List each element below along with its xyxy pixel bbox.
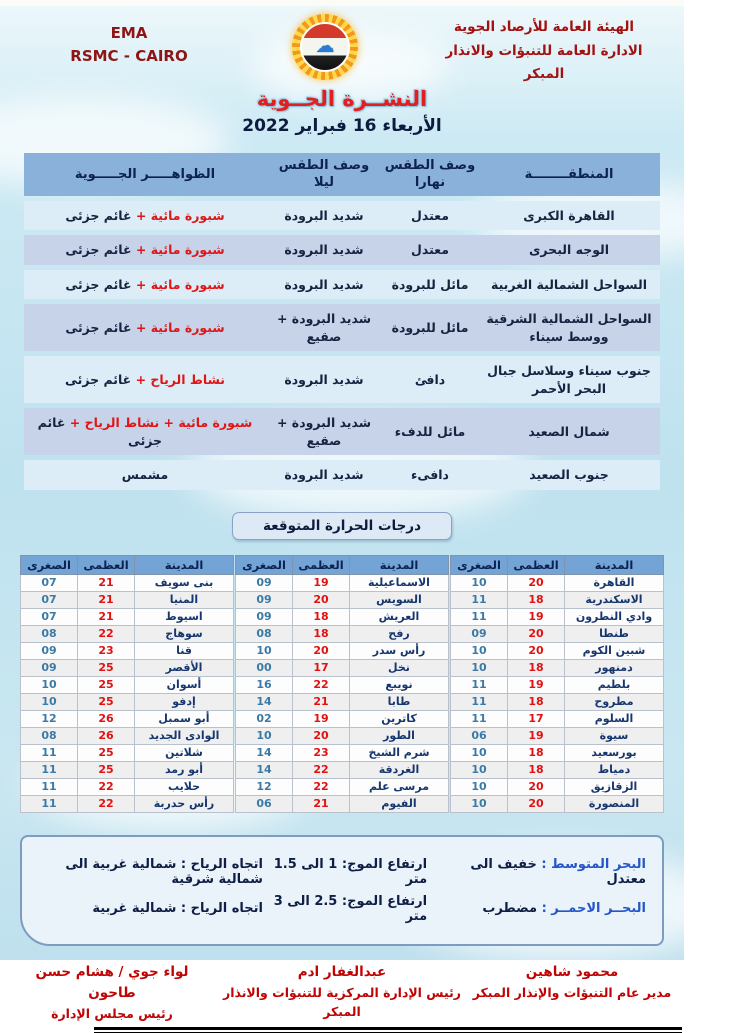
city-name: سيوة bbox=[565, 727, 664, 744]
region-cell: جنوب سيناء وسلاسل جبال البحر الأحمر bbox=[478, 356, 660, 403]
max-temp: 22 bbox=[78, 625, 135, 642]
max-temp: 25 bbox=[78, 676, 135, 693]
temp-row bbox=[451, 608, 664, 625]
min-temp: 10 bbox=[21, 693, 78, 710]
temp-row bbox=[451, 710, 664, 727]
phenomena-cell: نشاط الرياح + غائم جزئى bbox=[24, 356, 266, 403]
max-temp: 18 bbox=[508, 591, 565, 608]
city-name: طنطا bbox=[565, 625, 664, 642]
max-temp: 22 bbox=[78, 778, 135, 795]
col-max: العظمى bbox=[293, 555, 350, 574]
max-temp: 17 bbox=[293, 659, 350, 676]
forecast-table bbox=[24, 148, 660, 495]
min-temp: 11 bbox=[21, 744, 78, 761]
min-temp: 10 bbox=[451, 574, 508, 591]
sea-condition bbox=[427, 901, 646, 916]
night-weather-cell: شديد البرودة bbox=[266, 201, 382, 231]
max-temp: 26 bbox=[78, 727, 135, 744]
city-name: شلاتين bbox=[135, 744, 234, 761]
night-weather-cell: شديد البرودة bbox=[266, 356, 382, 403]
sea-state-row bbox=[38, 857, 646, 887]
max-temp: 18 bbox=[293, 608, 350, 625]
min-temp: 06 bbox=[236, 795, 293, 812]
temps-section-title: درجات الحرارة المتوقعة bbox=[232, 512, 452, 540]
max-temp: 19 bbox=[293, 710, 350, 727]
temp-row bbox=[236, 727, 449, 744]
signature-block bbox=[12, 962, 212, 1023]
max-temp: 20 bbox=[293, 591, 350, 608]
city-name: السويس bbox=[350, 591, 449, 608]
temp-header-row bbox=[451, 555, 664, 574]
temp-row bbox=[236, 761, 449, 778]
temp-header-row bbox=[21, 555, 234, 574]
cloud-icon: ☁ bbox=[315, 35, 335, 57]
masthead bbox=[0, 6, 684, 87]
min-temp: 14 bbox=[236, 744, 293, 761]
day-weather-cell: دافئ bbox=[382, 356, 478, 403]
max-temp: 25 bbox=[78, 744, 135, 761]
sea-state-row bbox=[38, 894, 646, 924]
phenomena-cell: شبورة مائية + نشاط الرياح + غائم جزئى bbox=[24, 408, 266, 455]
max-temp: 21 bbox=[78, 608, 135, 625]
temp-row bbox=[236, 710, 449, 727]
title-block bbox=[0, 87, 684, 136]
day-weather-cell: مائل للدفء bbox=[382, 408, 478, 455]
min-temp: 12 bbox=[236, 778, 293, 795]
day-weather-cell: دافىء bbox=[382, 460, 478, 490]
max-temp: 20 bbox=[508, 795, 565, 812]
max-temp: 19 bbox=[508, 608, 565, 625]
min-temp: 10 bbox=[236, 727, 293, 744]
sea-name-label: البحــر الاحمــر : bbox=[541, 901, 646, 917]
max-temp: 21 bbox=[78, 574, 135, 591]
min-temp: 06 bbox=[451, 727, 508, 744]
min-temp: 09 bbox=[236, 574, 293, 591]
phenomena-cell: شبورة مائية + غائم جزئى bbox=[24, 270, 266, 300]
city-name: الأقصر bbox=[135, 659, 234, 676]
min-temp: 11 bbox=[21, 795, 78, 812]
max-temp: 20 bbox=[293, 642, 350, 659]
min-temp: 11 bbox=[21, 778, 78, 795]
temp-table-sinai-canal bbox=[235, 555, 449, 813]
min-temp: 02 bbox=[236, 710, 293, 727]
min-temp: 14 bbox=[236, 761, 293, 778]
min-temp: 11 bbox=[451, 710, 508, 727]
temp-row bbox=[236, 642, 449, 659]
temp-row bbox=[451, 727, 664, 744]
city-name: حلايب bbox=[135, 778, 234, 795]
min-temp: 09 bbox=[236, 591, 293, 608]
day-weather-cell: معتدل bbox=[382, 201, 478, 231]
city-name: دمنهور bbox=[565, 659, 664, 676]
temp-row bbox=[236, 795, 449, 812]
city-name: أسوان bbox=[135, 676, 234, 693]
min-temp: 16 bbox=[236, 676, 293, 693]
min-temp: 11 bbox=[21, 761, 78, 778]
forecast-row bbox=[24, 304, 660, 351]
col-max: العظمى bbox=[508, 555, 565, 574]
temp-row bbox=[21, 659, 234, 676]
max-temp: 17 bbox=[508, 710, 565, 727]
min-temp: 10 bbox=[451, 795, 508, 812]
col-city: المدينة bbox=[350, 555, 449, 574]
signatory-title: رئيس الإدارة المركزية للتنبؤات والانذار المبكر bbox=[223, 984, 461, 1020]
temp-row bbox=[451, 591, 664, 608]
city-name: كاترين bbox=[350, 710, 449, 727]
signatory-name: لواء جوي / هشام حسن طاحون bbox=[35, 963, 189, 1001]
phenomena-cell: مشمس bbox=[24, 460, 266, 490]
min-temp: 10 bbox=[21, 676, 78, 693]
city-name: السلوم bbox=[565, 710, 664, 727]
forecast-header-row bbox=[24, 153, 660, 196]
min-temp: 07 bbox=[21, 608, 78, 625]
min-temp: 11 bbox=[451, 676, 508, 693]
max-temp: 20 bbox=[293, 727, 350, 744]
city-name: شرم الشيخ bbox=[350, 744, 449, 761]
temp-row bbox=[236, 659, 449, 676]
sea-condition-value: مضطرب bbox=[482, 901, 538, 917]
max-temp: 20 bbox=[508, 778, 565, 795]
temp-row bbox=[21, 778, 234, 795]
city-name: المنيا bbox=[135, 591, 234, 608]
temp-row bbox=[21, 761, 234, 778]
min-temp: 10 bbox=[451, 744, 508, 761]
temp-row bbox=[21, 676, 234, 693]
max-temp: 18 bbox=[508, 693, 565, 710]
region-cell: السواحل الشمالية الغربية bbox=[478, 270, 660, 300]
day-weather-cell: مائل للبرودة bbox=[382, 270, 478, 300]
city-name: اسيوط bbox=[135, 608, 234, 625]
max-temp: 20 bbox=[508, 625, 565, 642]
forecast-row bbox=[24, 460, 660, 490]
min-temp: 10 bbox=[451, 778, 508, 795]
bulletin-title: النشــرة الجــوية bbox=[256, 86, 428, 111]
min-temp: 12 bbox=[21, 710, 78, 727]
max-temp: 19 bbox=[293, 574, 350, 591]
temp-row bbox=[236, 778, 449, 795]
phenomena-cell: شبورة مائية + غائم جزئى bbox=[24, 304, 266, 351]
min-temp: 08 bbox=[236, 625, 293, 642]
city-name: سوهاج bbox=[135, 625, 234, 642]
min-temp: 09 bbox=[21, 642, 78, 659]
min-temp: 09 bbox=[236, 608, 293, 625]
min-temp: 08 bbox=[21, 727, 78, 744]
min-temp: 08 bbox=[21, 625, 78, 642]
col-city: المدينة bbox=[565, 555, 664, 574]
city-name: وادي النطرون bbox=[565, 608, 664, 625]
region-cell: القاهرة الكبرى bbox=[478, 201, 660, 231]
min-temp: 11 bbox=[451, 608, 508, 625]
min-temp: 10 bbox=[236, 642, 293, 659]
city-name: الطور bbox=[350, 727, 449, 744]
max-temp: 19 bbox=[508, 727, 565, 744]
sun-cloud-logo-icon bbox=[292, 14, 358, 80]
col-max: العظمى bbox=[78, 555, 135, 574]
col-min: الصغرى bbox=[236, 555, 293, 574]
temp-row bbox=[236, 676, 449, 693]
agency-line-2: الادارة العامة للتنبؤات والانذار المبكر bbox=[445, 42, 643, 83]
city-name: بنى سويف bbox=[135, 574, 234, 591]
sea-state-box bbox=[20, 835, 664, 946]
temp-row bbox=[451, 795, 664, 812]
max-temp: 25 bbox=[78, 693, 135, 710]
sea-name-label: البحر المتوسط : bbox=[541, 856, 646, 872]
bulletin-date: الأربعاء 16 فبراير 2022 bbox=[242, 115, 442, 136]
city-name: القاهرة bbox=[565, 574, 664, 591]
region-cell: الوجه البحرى bbox=[478, 235, 660, 265]
city-name: بلطيم bbox=[565, 676, 664, 693]
night-weather-cell: شديد البرودة bbox=[266, 460, 382, 490]
max-temp: 19 bbox=[508, 676, 565, 693]
city-name: الفيوم bbox=[350, 795, 449, 812]
night-weather-cell: شديد البرودة + صقيع bbox=[266, 304, 382, 351]
city-name: مرسى علم bbox=[350, 778, 449, 795]
max-temp: 23 bbox=[78, 642, 135, 659]
temperature-tables bbox=[0, 555, 684, 813]
min-temp: 07 bbox=[21, 591, 78, 608]
city-name: الاسماعيلية bbox=[350, 574, 449, 591]
min-temp: 10 bbox=[451, 642, 508, 659]
temp-header-row bbox=[236, 555, 449, 574]
wind-direction: اتجاه الرياح : شمالية غربية الى شمالية شرقية bbox=[65, 856, 263, 887]
temp-row bbox=[21, 625, 234, 642]
max-temp: 18 bbox=[508, 744, 565, 761]
city-name: الوادى الجديد bbox=[135, 727, 234, 744]
temp-row bbox=[451, 676, 664, 693]
max-temp: 25 bbox=[78, 659, 135, 676]
max-temp: 21 bbox=[78, 591, 135, 608]
region-cell: السواحل الشمالية الشرقية ووسط سيناء bbox=[478, 304, 660, 351]
max-temp: 18 bbox=[508, 761, 565, 778]
min-temp: 10 bbox=[451, 761, 508, 778]
forecast-row bbox=[24, 270, 660, 300]
temp-row bbox=[236, 693, 449, 710]
day-weather-cell: معتدل bbox=[382, 235, 478, 265]
temp-table-upper-egypt bbox=[20, 555, 234, 813]
min-temp: 11 bbox=[451, 591, 508, 608]
col-night-weather: وصف الطقس ليلا bbox=[266, 153, 382, 196]
max-temp: 20 bbox=[508, 642, 565, 659]
temp-row bbox=[21, 591, 234, 608]
city-name: الغردقة bbox=[350, 761, 449, 778]
agency-name-arabic bbox=[426, 16, 662, 87]
night-weather-cell: شديد البرودة bbox=[266, 235, 382, 265]
night-weather-cell: شديد البرودة bbox=[266, 270, 382, 300]
max-temp: 22 bbox=[78, 795, 135, 812]
wind-direction: اتجاه الرياح : شمالية غربية bbox=[92, 901, 263, 917]
city-name: العريش bbox=[350, 608, 449, 625]
separator-rule bbox=[94, 1027, 682, 1033]
city-name: الاسكندرية bbox=[565, 591, 664, 608]
temp-row bbox=[21, 727, 234, 744]
agency-abbr: EMA bbox=[110, 24, 148, 42]
temp-row bbox=[21, 608, 234, 625]
forecast-row bbox=[24, 235, 660, 265]
temp-row bbox=[21, 642, 234, 659]
city-name: شبين الكوم bbox=[565, 642, 664, 659]
min-temp: 00 bbox=[236, 659, 293, 676]
max-temp: 25 bbox=[78, 761, 135, 778]
city-name: طابا bbox=[350, 693, 449, 710]
temp-row bbox=[451, 778, 664, 795]
city-name: دمياط bbox=[565, 761, 664, 778]
max-temp: 20 bbox=[508, 574, 565, 591]
logo-flag-circle bbox=[300, 22, 350, 72]
max-temp: 18 bbox=[508, 659, 565, 676]
temp-row bbox=[21, 574, 234, 591]
temp-row bbox=[451, 744, 664, 761]
day-weather-cell: مائل للبرودة bbox=[382, 304, 478, 351]
signatory-title: مدير عام التنبؤات والإنذار المبكر bbox=[472, 984, 672, 1000]
city-name: نويبع bbox=[350, 676, 449, 693]
min-temp: 10 bbox=[451, 659, 508, 676]
signatory-name: محمود شاهين bbox=[525, 963, 619, 980]
max-temp: 22 bbox=[293, 676, 350, 693]
min-temp: 09 bbox=[451, 625, 508, 642]
phenomena-cell: شبورة مائية + غائم جزئى bbox=[24, 235, 266, 265]
city-name: نخل bbox=[350, 659, 449, 676]
temp-row bbox=[451, 761, 664, 778]
city-name: رأس حدربة bbox=[135, 795, 234, 812]
city-name: أبو سمبل bbox=[135, 710, 234, 727]
max-temp: 23 bbox=[293, 744, 350, 761]
col-min: الصغرى bbox=[21, 555, 78, 574]
temp-row bbox=[21, 744, 234, 761]
temp-row bbox=[236, 744, 449, 761]
agency-line-1: الهيئة العامة للأرصاد الجوية bbox=[453, 19, 635, 35]
max-temp: 26 bbox=[78, 710, 135, 727]
city-name: الزقازيق bbox=[565, 778, 664, 795]
agency-name-english bbox=[34, 22, 224, 69]
forecast-row bbox=[24, 356, 660, 403]
signatory-name: عبدالغفار ادم bbox=[297, 963, 387, 980]
night-weather-cell: شديد البرودة + صقيع bbox=[266, 408, 382, 455]
wave-height: ارتفاع الموج: 1 الى 1.5 متر bbox=[273, 856, 428, 887]
city-name: إدفو bbox=[135, 693, 234, 710]
temp-row bbox=[236, 591, 449, 608]
max-temp: 22 bbox=[293, 761, 350, 778]
max-temp: 22 bbox=[293, 778, 350, 795]
max-temp: 18 bbox=[293, 625, 350, 642]
temp-row bbox=[236, 574, 449, 591]
wave-height: ارتفاع الموج: 2.5 الى 3 متر bbox=[273, 893, 428, 924]
signatory-title: رئيس مجلس الإدارة bbox=[51, 1005, 173, 1021]
temp-row bbox=[21, 795, 234, 812]
min-temp: 11 bbox=[451, 693, 508, 710]
signature-block bbox=[472, 962, 672, 1023]
temp-row bbox=[236, 608, 449, 625]
region-cell: جنوب الصعيد bbox=[478, 460, 660, 490]
region-cell: شمال الصعيد bbox=[478, 408, 660, 455]
min-temp: 07 bbox=[21, 574, 78, 591]
city-name: قنا bbox=[135, 642, 234, 659]
col-city: المدينة bbox=[135, 555, 234, 574]
city-name: رأس سدر bbox=[350, 642, 449, 659]
col-min: الصغرى bbox=[451, 555, 508, 574]
city-name: أبو رمد bbox=[135, 761, 234, 778]
temp-row bbox=[21, 693, 234, 710]
temp-row bbox=[451, 574, 664, 591]
max-temp: 21 bbox=[293, 693, 350, 710]
sea-condition bbox=[427, 857, 646, 887]
city-name: مطروح bbox=[565, 693, 664, 710]
forecast-row bbox=[24, 201, 660, 231]
forecast-row bbox=[24, 408, 660, 455]
temp-row bbox=[21, 710, 234, 727]
phenomena-cell: شبورة مائية + غائم جزئى bbox=[24, 201, 266, 231]
col-phenomena: الظواهـــــر الجـــــوية bbox=[24, 153, 266, 196]
temp-row bbox=[451, 659, 664, 676]
signature-block bbox=[212, 962, 472, 1023]
col-region: المنطقــــــــة bbox=[478, 153, 660, 196]
city-name: بورسعيد bbox=[565, 744, 664, 761]
city-name: رفح bbox=[350, 625, 449, 642]
temp-row bbox=[236, 625, 449, 642]
max-temp: 21 bbox=[293, 795, 350, 812]
sea-condition-value: خفيف الى معتدل bbox=[470, 856, 646, 887]
temp-table-cairo-delta bbox=[450, 555, 664, 813]
temp-row bbox=[451, 642, 664, 659]
agency-rsmc: RSMC - CAIRO bbox=[70, 47, 188, 66]
min-temp: 09 bbox=[21, 659, 78, 676]
city-name: المنصورة bbox=[565, 795, 664, 812]
col-day-weather: وصف الطقس نهارا bbox=[382, 153, 478, 196]
temp-row bbox=[451, 693, 664, 710]
min-temp: 14 bbox=[236, 693, 293, 710]
temp-row bbox=[451, 625, 664, 642]
